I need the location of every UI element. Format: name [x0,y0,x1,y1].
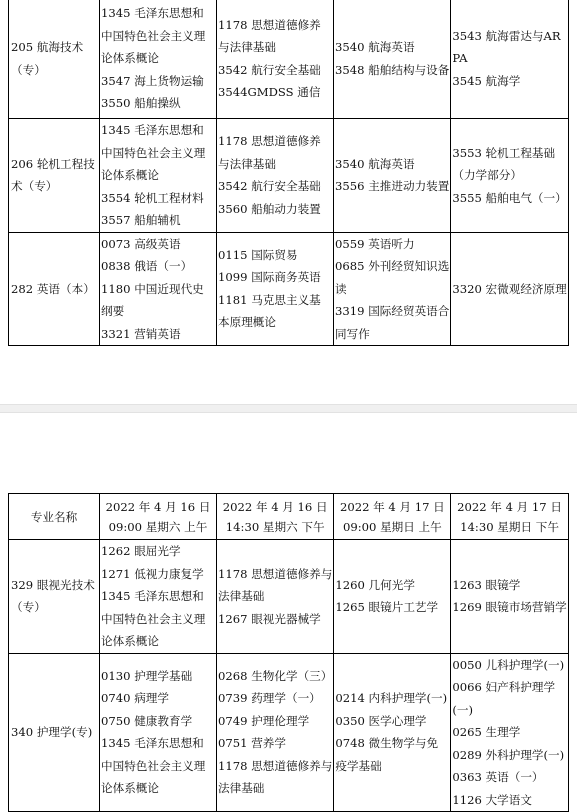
table-row [9,119,569,233]
subject-cell: 3540 航海英语 3548 船舶结构与设备 [334,0,451,119]
subject-cell: 3540 航海英语 3556 主推进动力装置 [334,119,451,233]
table-header-row [9,494,569,540]
major-name-cell: 206 轮机工程技术（专） [9,119,100,233]
subject-cell: 0559 英语听力 0685 外刊经贸知识选读 3319 国际经贸英语合同写作 [334,232,451,346]
exam-schedule-table-bottom [8,493,569,812]
subject-cell: 3543 航海雷达与ARPA 3545 航海学 [451,0,568,119]
header-session: 2022 年 4 月 17 日 14:30 星期日 下午 [451,494,568,540]
major-name-cell: 329 眼视光技术（专） [9,540,100,654]
subject-cell: 1178 思想道德修养与法律基础 3542 航行安全基础 3544GMDSS 通信 [217,0,334,119]
header-major-label: 专业名称 [9,494,100,540]
subject-cell: 3553 轮机工程基础（力学部分） 3555 船舶电气（一） [451,119,568,233]
table-row [9,540,569,654]
document-page-top [0,0,577,404]
subject-cell: 0214 内科护理学(一) 0350 医学心理学 0748 微生物学与免疫学基础 [334,653,451,812]
exam-schedule-table-top [8,0,569,346]
page-separator [0,404,577,413]
major-name-cell: 282 英语（本） [9,232,100,346]
table-row [9,0,569,119]
subject-cell: 1263 眼镜学 1269 眼镜市场营销学 [451,540,568,654]
header-session: 2022 年 4 月 17 日 09:00 星期日 上午 [334,494,451,540]
subject-cell: 0050 儿科护理学(一) 0066 妇产科护理学(一) 0265 生理学 0289 外科护理学(一) 0363 英语（一） 1126 大学语文 [451,653,568,812]
table-row [9,232,569,346]
subject-cell: 1178 思想道德修养与法律基础 3542 航行安全基础 3560 船舶动力装置 [217,119,334,233]
subject-cell: 1345 毛泽东思想和中国特色社会主义理论体系概论 3554 轮机工程材料 3557 船舶辅机 [100,119,217,233]
header-session: 2022 年 4 月 16 日 09:00 星期六 上午 [100,494,217,540]
subject-cell: 1260 几何光学 1265 眼镜片工艺学 [334,540,451,654]
subject-cell: 0130 护理学基础 0740 病理学 0750 健康教育学 1345 毛泽东思想和中国特色社会主义理论体系概论 [100,653,217,812]
subject-cell: 1345 毛泽东思想和中国特色社会主义理论体系概论 3547 海上货物运输 3550 船舶操纵 [100,0,217,119]
table-row [9,653,569,812]
major-name-cell: 340 护理学(专) [9,653,100,812]
subject-cell: 1178 思想道德修养与法律基础 1267 眼视光器械学 [217,540,334,654]
subject-cell: 0073 高级英语 0838 俄语（一） 1180 中国近现代史纲要 3321 营销英语 [100,232,217,346]
subject-cell: 0268 生物化学（三） 0739 药理学（一） 0749 护理伦理学 0751 营养学 1178 思想道德修养与法律基础 [217,653,334,812]
subject-cell: 1262 眼屈光学 1271 低视力康复学 1345 毛泽东思想和中国特色社会主义理论体系概论 [100,540,217,654]
major-name-cell: 205 航海技术（专） [9,0,100,119]
subject-cell: 0115 国际贸易 1099 国际商务英语 1181 马克思主义基本原理概论 [217,232,334,346]
header-session: 2022 年 4 月 16 日 14:30 星期六 下午 [217,494,334,540]
document-page-bottom [0,413,577,809]
subject-cell: 3320 宏微观经济原理 [451,232,568,346]
